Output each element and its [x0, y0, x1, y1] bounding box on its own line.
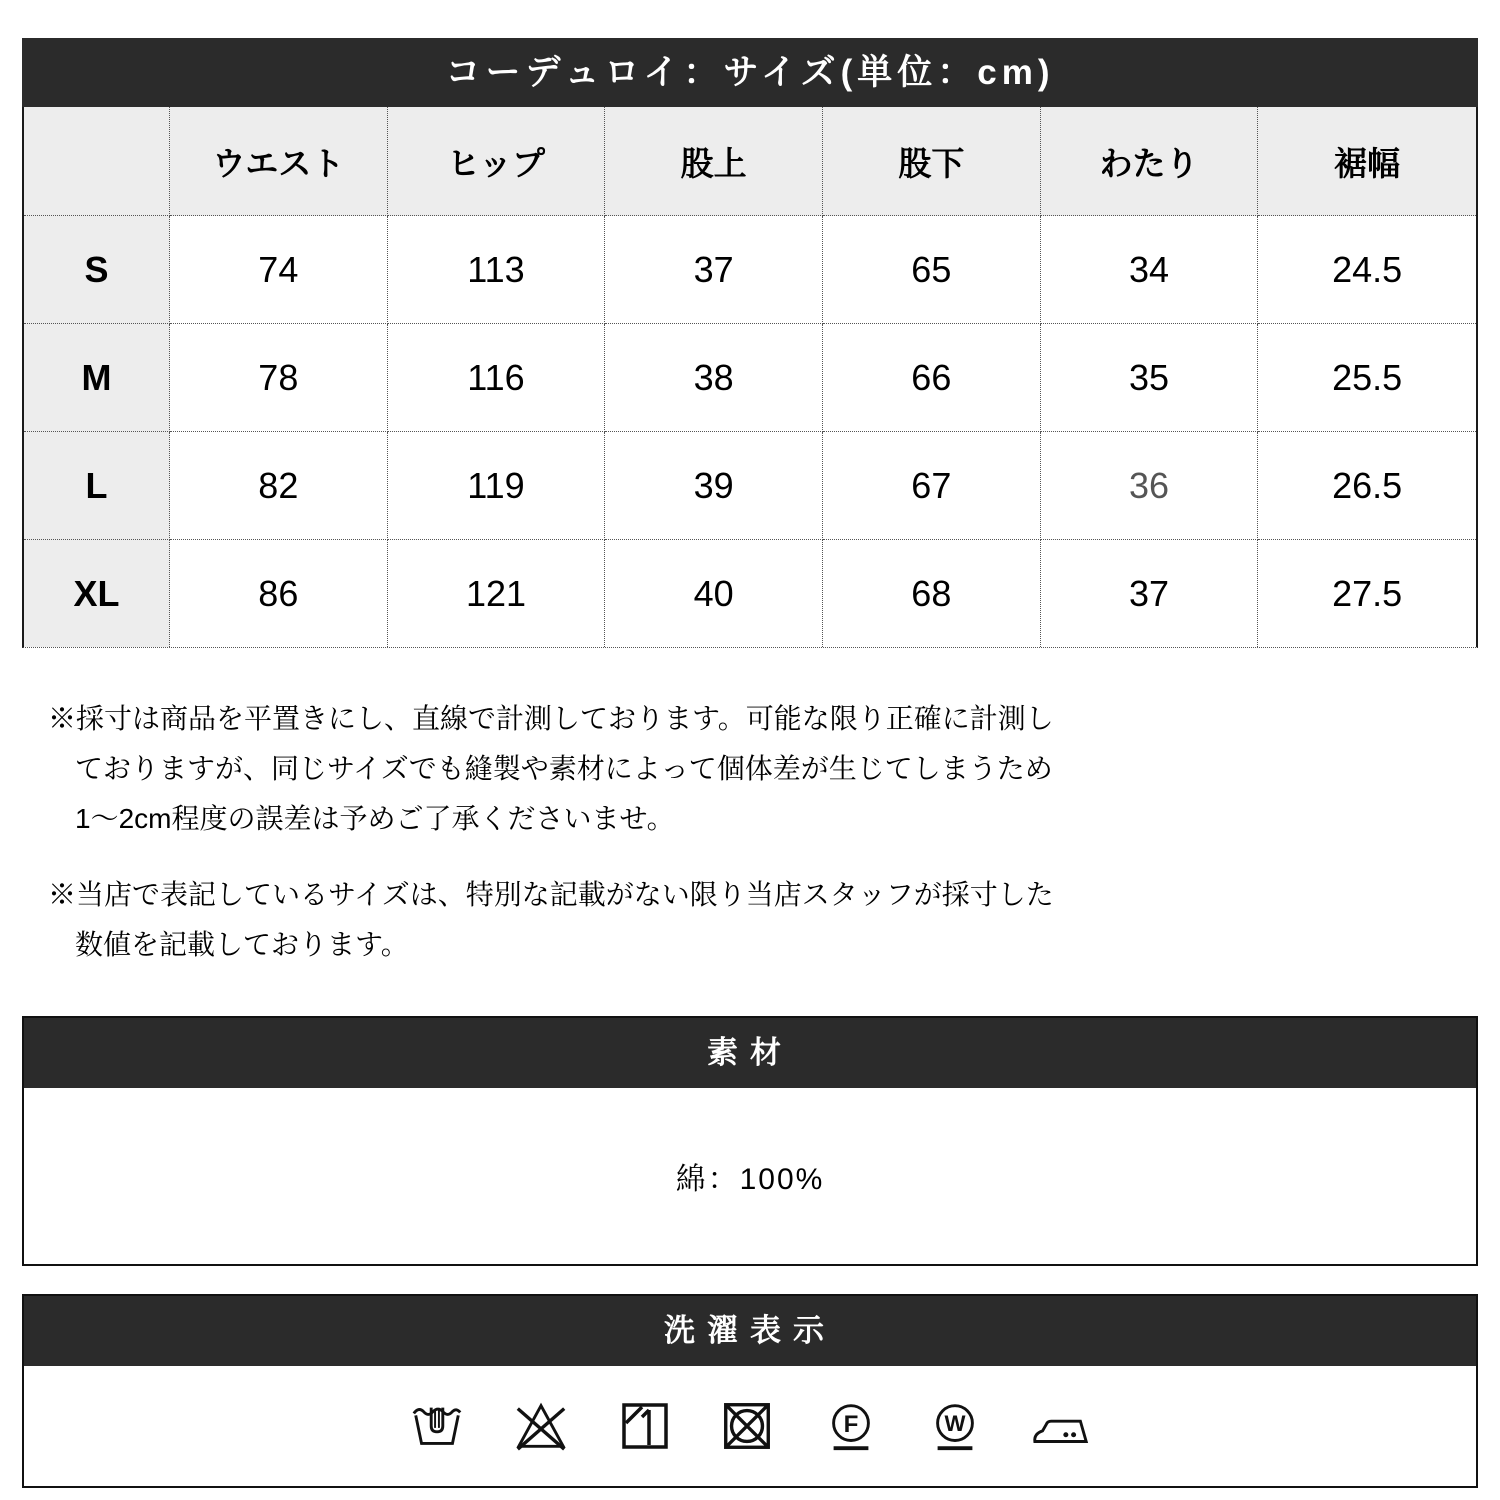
- note-line: 1〜2cm程度の誤差は予めご了承くださいませ。: [75, 803, 675, 834]
- dry-clean-petroleum-F-icon: [822, 1398, 880, 1454]
- note-staff-measured: [48, 870, 1478, 970]
- row-label-s: S: [24, 216, 170, 324]
- note-line: ておりますが、同じサイズでも縫製や素材によって個体差が生じてしまうため: [75, 753, 1053, 784]
- svg-text:F: F: [843, 1410, 859, 1438]
- wash-care-symbols: [24, 1366, 1476, 1486]
- measurement-notes: [48, 694, 1478, 970]
- note-line: ※当店で表記しているサイズは、特別な記載がない限り当店スタッフが採寸した: [48, 879, 1054, 910]
- table-cell: 25.5: [1258, 324, 1476, 432]
- column-header-thigh: わたり: [1041, 107, 1259, 216]
- table-cell: 37: [1041, 540, 1259, 647]
- table-cell: 34: [1041, 216, 1259, 324]
- table-cell: 35: [1041, 324, 1259, 432]
- row-label-xl: XL: [24, 540, 170, 647]
- svg-text:W: W: [944, 1410, 966, 1436]
- wash-care-section: [22, 1294, 1478, 1488]
- column-header-rise: 股上: [605, 107, 823, 216]
- column-header-inseam: 股下: [823, 107, 1041, 216]
- do-not-tumble-dry-icon: [718, 1398, 776, 1454]
- iron-medium-two-dots-icon: [1030, 1398, 1092, 1454]
- size-chart-title: コーデュロイ：サイズ(単位：cm): [22, 38, 1478, 107]
- column-header-hip: ヒップ: [388, 107, 606, 216]
- table-cell: 40: [605, 540, 823, 647]
- note-measurement-tolerance: [48, 694, 1478, 844]
- hand-wash-icon: [408, 1398, 466, 1454]
- table-cell: 65: [823, 216, 1041, 324]
- row-label-l: L: [24, 432, 170, 540]
- table-cell: 74: [170, 216, 388, 324]
- table-cell: 68: [823, 540, 1041, 647]
- size-chart-panel: [22, 38, 1478, 1488]
- material-header: 素材: [24, 1018, 1476, 1088]
- table-cell: 38: [605, 324, 823, 432]
- row-label-m: M: [24, 324, 170, 432]
- column-header-waist: ウエスト: [170, 107, 388, 216]
- note-line: ※採寸は商品を平置きにし、直線で計測しております。可能な限り正確に計測し: [48, 703, 1054, 734]
- corner-cell: [24, 107, 170, 216]
- table-cell: 86: [170, 540, 388, 647]
- material-section: [22, 1016, 1478, 1266]
- table-cell: 66: [823, 324, 1041, 432]
- material-value: 綿：100%: [675, 1163, 825, 1196]
- note-line: 数値を記載しております。: [75, 929, 409, 960]
- table-cell: 119: [388, 432, 606, 540]
- table-cell: 121: [388, 540, 606, 647]
- table-cell: 27.5: [1258, 540, 1476, 647]
- table-cell: 78: [170, 324, 388, 432]
- table-cell: 113: [388, 216, 606, 324]
- table-cell: 116: [388, 324, 606, 432]
- table-cell: 82: [170, 432, 388, 540]
- do-not-bleach-icon: [512, 1398, 570, 1454]
- table-cell: 67: [823, 432, 1041, 540]
- line-dry-in-shade-icon: [616, 1398, 672, 1454]
- table-cell: 37: [605, 216, 823, 324]
- wash-care-header: 洗濯表示: [24, 1296, 1476, 1366]
- size-table: [22, 107, 1478, 648]
- table-cell: 26.5: [1258, 432, 1476, 540]
- table-cell: 24.5: [1258, 216, 1476, 324]
- column-header-hem: 裾幅: [1258, 107, 1476, 216]
- table-cell-light: 36: [1041, 432, 1259, 540]
- table-cell: 39: [605, 432, 823, 540]
- wet-clean-W-icon: [926, 1398, 984, 1454]
